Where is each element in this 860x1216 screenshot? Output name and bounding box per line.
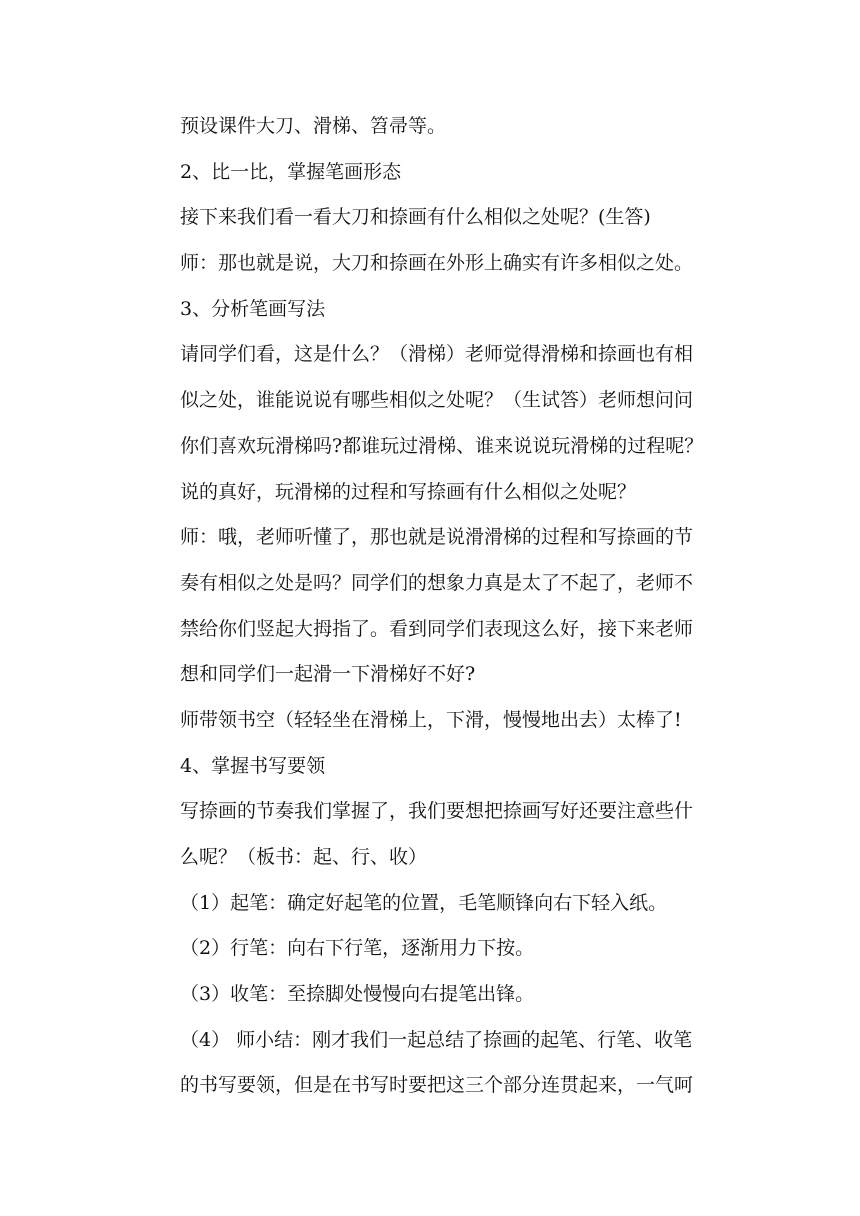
paragraph-line: 想和同学们一起滑一下滑梯好不好? [180, 663, 476, 686]
section-heading: 2、比一比，掌握笔画形态 [180, 160, 402, 183]
paragraph-line: 请同学们看，这是什么？（滑梯）老师觉得滑梯和捺画也有相 [180, 343, 694, 366]
paragraph-line: 的书写要领，但是在书写时要把这三个部分连贯起来，一气呵 [180, 1074, 694, 1097]
paragraph-line: 说的真好，玩滑梯的过程和写捺画有什么相似之处呢？ [180, 480, 637, 503]
paragraph-line: 写捺画的节奏我们掌握了，我们要想把捺画写好还要注意些什 [180, 800, 694, 823]
list-item: （4） 师小结：刚才我们一起总结了捺画的起笔、行笔、收笔 [180, 1028, 693, 1051]
list-item: （2）行笔：向右下行笔，逐渐用力下按。 [180, 937, 535, 960]
list-item: （1）起笔：确定好起笔的位置，毛笔顺锋向右下轻入纸。 [180, 891, 668, 914]
paragraph-line: 么呢？（板书：起、行、收） [180, 846, 428, 868]
paragraph-line: 师带领书空（轻轻坐在滑梯上，下滑，慢慢地出去）太棒了! [180, 708, 682, 731]
paragraph-line: 师：哦，老师听懂了，那也就是说滑滑梯的过程和写捺画的节 [180, 526, 694, 549]
paragraph-line: 奏有相似之处是吗？同学们的想象力真是太了不起了，老师不 [180, 571, 694, 594]
document-body [180, 104, 750, 1109]
list-item: （3）收笔：至捺脚处慢慢向右提笔出锋。 [180, 983, 535, 1006]
paragraph-line: 你们喜欢玩滑梯吗?都谁玩过滑梯、谁来说说玩滑梯的过程呢？ [180, 434, 704, 457]
section-heading: 4、掌握书写要领 [180, 754, 326, 777]
paragraph-line: 预设课件大刀、滑梯、笤帚等。 [180, 115, 447, 137]
paragraph-line: 似之处，谁能说说有哪些相似之处呢？（生试答）老师想问问 [180, 389, 694, 412]
paragraph-line: 禁给你们竖起大拇指了。看到同学们表现这么好，接下来老师 [180, 617, 694, 640]
paragraph-line: 接下来我们看一看大刀和捺画有什么相似之处呢？(生答) [180, 206, 651, 229]
section-heading: 3、分析笔画写法 [180, 297, 326, 320]
paragraph-line: 师：那也就是说，大刀和捺画在外形上确实有许多相似之处。 [180, 252, 694, 275]
